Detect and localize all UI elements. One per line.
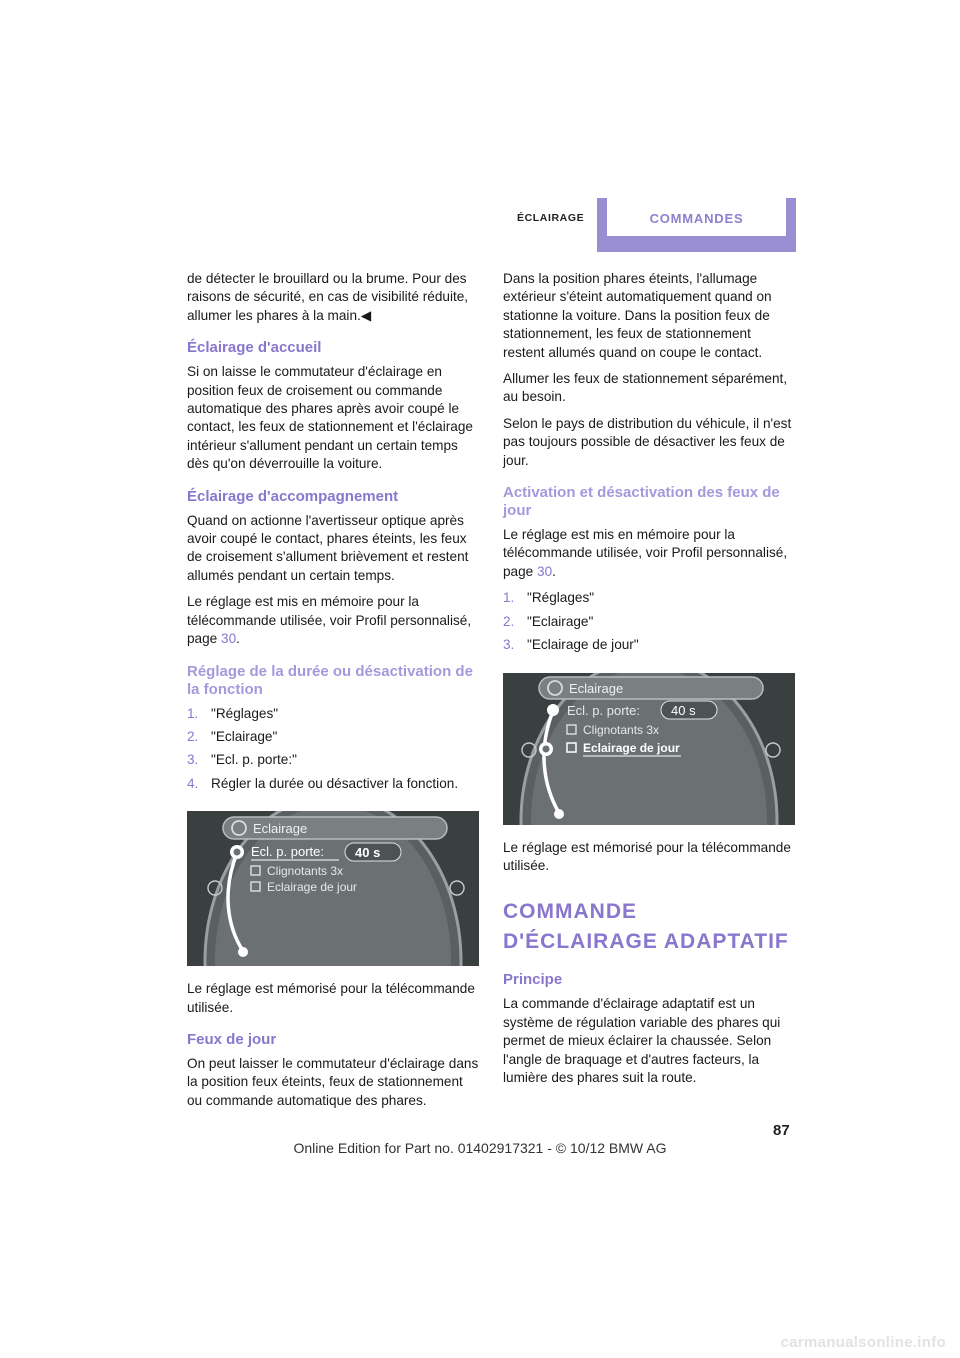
svg-text:40 s: 40 s (355, 845, 381, 861)
heading-principe: Principe (503, 971, 563, 989)
screen-image-ecl-porte (187, 811, 479, 966)
paragraph-feux-de-jour: On peut laisser le commutateur d'éclairage dans la position feux éteints, feux de stationnement ou commande automatique des phares. (187, 1055, 479, 1108)
heading-commande-adaptatif: COMMANDE D'ÉCLAIRAGE ADAPTATIF (503, 900, 789, 954)
svg-text:Eclairage de jour: Eclairage de jour (583, 740, 680, 755)
heading-eclairage-accompagnement: Éclairage d'accompagnement (187, 487, 399, 505)
right-column (503, 270, 795, 1095)
heading-reglage-duree: Réglage de la durée ou désactivation de la fonction (187, 662, 473, 698)
list-item: 3. "Eclairage de jour" (503, 637, 639, 653)
paragraph-accompagnement: Quand on actionne l'avertisseur optique après avoir coupé le contact, phares éteints, les feux de croisement s'allument brièvement et restent allumés pendant un certain temps. (187, 512, 469, 583)
svg-text:Ecl. p. porte:: Ecl. p. porte: (251, 844, 324, 860)
paragraph-memoire: Le réglage est mis en mémoire pour la télécommande utilisée, voir Profil personnalisé, page 30. (187, 594, 472, 647)
paragraph-principe: La commande d'éclairage adaptatif est un système de régulation variable des phares qui permet de mieux éclairer la chaussée. Selon l'angle de braquage et d'autres facteurs, la lumière des phares suit la route. (503, 996, 781, 1085)
paragraph-separement: Allumer les feux de stationnement séparément, au besoin. (503, 371, 788, 405)
svg-text:40 s: 40 s (671, 702, 696, 718)
svg-text:Eclairage: Eclairage (253, 821, 308, 837)
paragraph-memorise-right: Le réglage est mémorisé pour la télécommande utilisée. (503, 839, 791, 873)
display-illustration (503, 673, 795, 825)
page-link[interactable]: 30 (537, 563, 553, 579)
svg-text:Eclairage de jour: Eclairage de jour (267, 880, 358, 895)
heading-eclairage-accueil: Éclairage d'accueil (187, 339, 322, 357)
list-item: 4. Régler la durée ou désactiver la fonction. (187, 775, 459, 791)
footer-edition: Online Edition for Part no. 01402917321 - © 10/12 BMW AG (293, 1140, 667, 1156)
list-item: 1. "Réglages" (187, 705, 279, 721)
steps-list-activation (503, 589, 795, 654)
list-item: 1. "Réglages" (503, 590, 595, 606)
left-column (187, 270, 479, 1118)
chapter-tab-label: COMMANDES (649, 211, 744, 226)
page-number: 87 (773, 1122, 790, 1139)
steps-list-duree (187, 705, 479, 794)
intro-paragraph: de détecter le brouillard ou la brume. Pour des raisons de sécurité, en cas de visibilité réduite, allumer les phares à la main.◀ (187, 271, 469, 323)
paragraph-pays: Selon le pays de distribution du véhicule, il n'est pas toujours possible de désactiver les feux de jour. (503, 415, 792, 468)
screen-image-eclairage-jour (503, 673, 795, 825)
heading-feux-de-jour: Feux de jour (187, 1030, 277, 1048)
paragraph-memorise: Le réglage est mémorisé pour la télécommande utilisée. (187, 981, 475, 1015)
list-item: 2. "Eclairage" (503, 613, 594, 629)
paragraph-phares-eteints: Dans la position phares éteints, l'allumage extérieur s'éteint automatiquement quand on stationne la voiture. Dans la position feux de stationnement, les feux de stationnement restent allumés quand on coupe le contact. (503, 271, 772, 360)
paragraph-accueil: Si on laisse le commutateur d'éclairage en position feux de croisement ou commande automatique des phares après avoir coupé le contact, les feux de stationnement et l'éclairage intérieur s'allument pendant un certain temps dès qu'on déverrouille la voiture. (187, 364, 473, 472)
list-item: 3. "Ecl. p. porte:" (187, 752, 297, 768)
svg-text:Eclairage: Eclairage (569, 680, 624, 696)
svg-text:Clignotants 3x: Clignotants 3x (583, 722, 660, 737)
display-illustration (187, 811, 479, 966)
svg-text:Ecl. p. porte:: Ecl. p. porte: (567, 702, 640, 718)
section-title: ÉCLAIRAGE (517, 212, 585, 224)
watermark: carmanualsonline.info (780, 1334, 946, 1351)
list-item: 2. "Eclairage" (187, 728, 278, 744)
paragraph-memoire-right: Le réglage est mis en mémoire pour la télécommande utilisée, voir Profil personnalisé, page 30. (503, 527, 788, 579)
page-link[interactable]: 30 (221, 631, 237, 647)
heading-activation: Activation et désactivation des feux de jour (503, 484, 780, 520)
svg-text:Clignotants 3x: Clignotants 3x (267, 864, 344, 879)
